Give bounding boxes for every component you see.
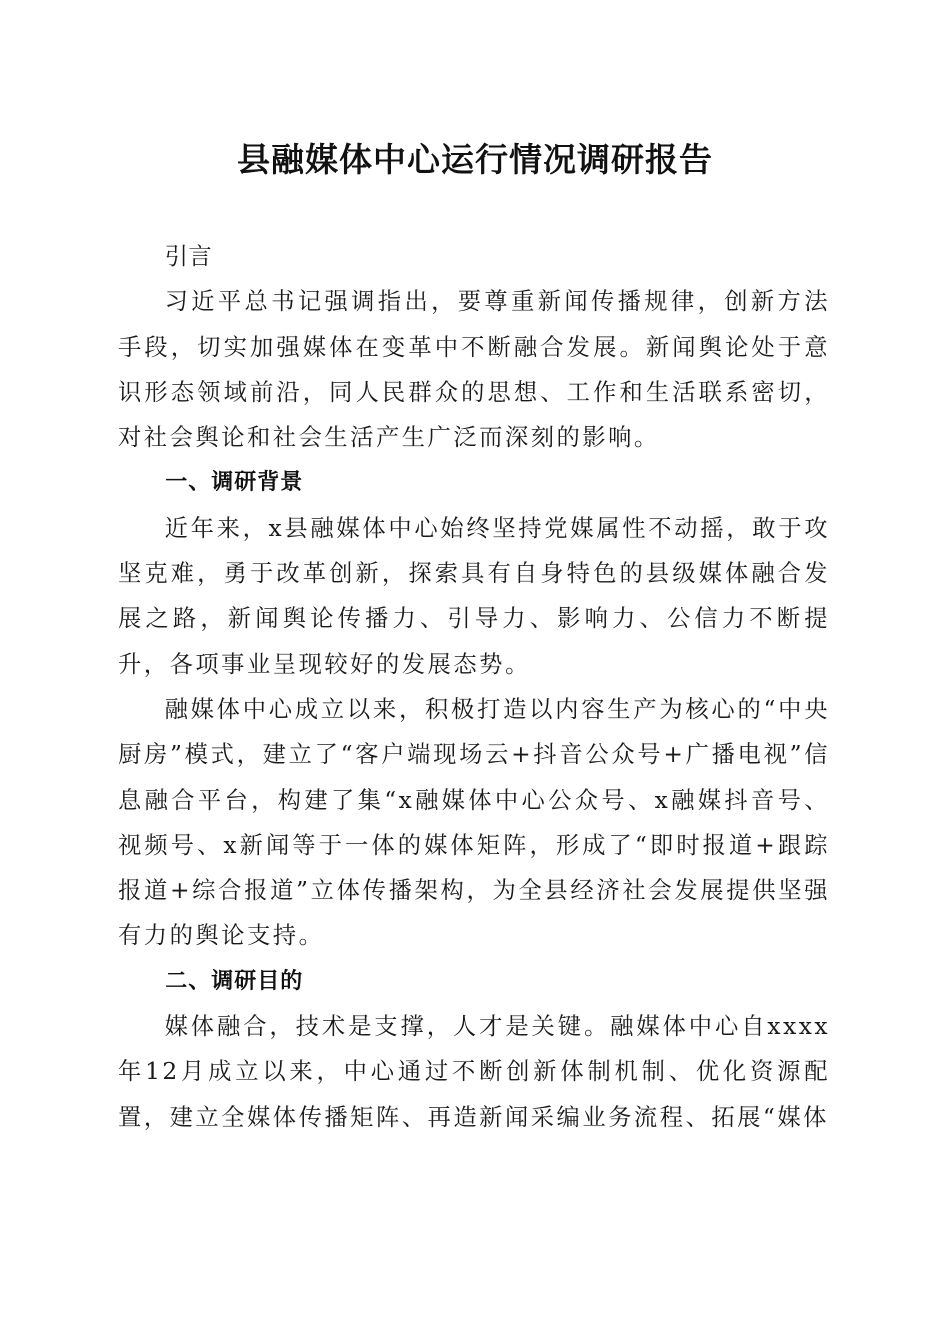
background-paragraph-1: 近年来，x县融媒体中心始终坚持党媒属性不动摇，敢于攻坚克难，勇于改革创新，探索具有自身特色的县级媒体融合发展之路，新闻舆论传播力、引导力、影响力、公信力不断提升，各项事业呈现较好的发展态势。 — [118, 514, 830, 678]
section-heading-background: 一、调研背景 — [165, 470, 304, 496]
document-title: 县融媒体中心运行情况调研报告 — [237, 140, 713, 179]
intro-paragraph: 习近平总书记强调指出，要尊重新闻传播规律，创新方法手段，切实加强媒体在变革中不断融合发展。新闻舆论处于意识形态领域前沿，同人民群众的思想、工作和生活联系密切，对社会舆论和社会生活产生广泛而深刻的影响。 — [118, 288, 830, 452]
purpose-paragraph-1: 媒体融合，技术是支撑，人才是关键。融媒体中心自xxxx年12月成立以来，中心通过不断创新体制机制、优化资源配置，建立全媒体传播矩阵、再造新闻采编业务流程、拓展“媒体 — [118, 1013, 830, 1131]
background-paragraph-2: 融媒体中心成立以来，积极打造以内容生产为核心的“中央厨房”模式，建立了“客户端现场云+抖音公众号+广播电视”信息融合平台，构建了集“x融媒体中心公众号、x融媒抖音号、视频号、x新闻等于一体的媒体矩阵，形成了“即时报道+跟踪报道+综合报道”立体传播架构，为全县经济社会发展提供坚强有力的舆论支持。 — [118, 695, 830, 950]
intro-label: 引言 — [164, 243, 213, 270]
document-body — [118, 234, 830, 1140]
section-heading-purpose: 二、调研目的 — [165, 968, 304, 994]
